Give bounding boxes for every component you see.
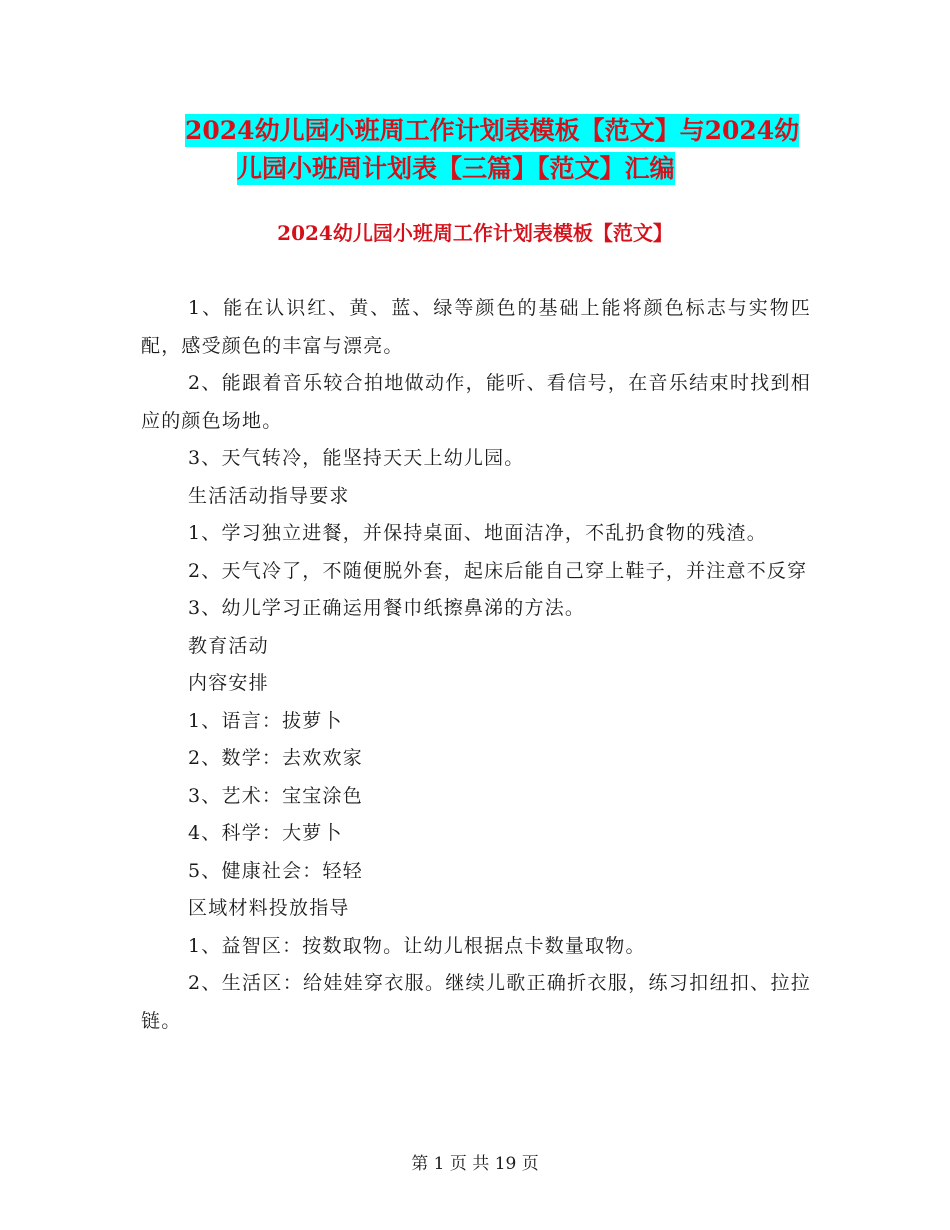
paragraph: 3、天气转冷，能坚持天天上幼儿园。	[188, 447, 525, 469]
paragraph: 2、天气冷了，不随便脱外套，起床后能自己穿上鞋子，并注意不反穿	[188, 559, 808, 582]
document-body	[141, 290, 811, 1040]
list-item: 5、健康社会：轻轻	[188, 859, 363, 882]
title-line-2	[140, 150, 820, 188]
section-heading: 生活活动指导要求	[188, 484, 350, 507]
list-item: 2、生活区：给娃娃穿衣服。继续儿歌正确折衣服，练习扣纽扣、拉拉链。	[141, 972, 811, 1032]
list-item: 1、益智区：按数取物。让幼儿根据点卡数量取物。	[188, 934, 646, 957]
title-line-1-text: 2024幼儿园小班周工作计划表模板【范文】与2024幼	[185, 116, 800, 145]
title-line-1	[140, 112, 820, 150]
document-title	[140, 112, 820, 188]
list-item: 2、数学：去欢欢家	[188, 747, 363, 769]
paragraph: 1、学习独立进餐，并保持桌面、地面洁净，不乱扔食物的残渣。	[188, 522, 767, 544]
section-title: 2024幼儿园小班周工作计划表模板【范文】	[277, 221, 673, 245]
list-item: 1、语言：拔萝卜	[188, 709, 343, 732]
list-item: 4、科学：大萝卜	[188, 822, 343, 844]
paragraph: 2、能跟着音乐较合拍地做动作，能听、看信号，在音乐结束时找到相应的颜色场地。	[141, 372, 811, 432]
page-footer: 第 1 页 共 19 页	[411, 1154, 539, 1174]
section-heading: 内容安排	[188, 672, 269, 694]
list-item: 3、艺术：宝宝涂色	[188, 784, 363, 807]
section-heading: 区域材料投放指导	[188, 897, 350, 919]
title-line-2-text: 儿园小班周计划表【三篇】【范文】汇编	[237, 154, 675, 183]
paragraph: 1、能在认识红、黄、蓝、绿等颜色的基础上能将颜色标志与实物匹配，感受颜色的丰富与漂亮。	[141, 297, 811, 357]
paragraph: 3、幼儿学习正确运用餐巾纸擦鼻涕的方法。	[188, 597, 586, 619]
section-heading: 教育活动	[188, 634, 269, 657]
